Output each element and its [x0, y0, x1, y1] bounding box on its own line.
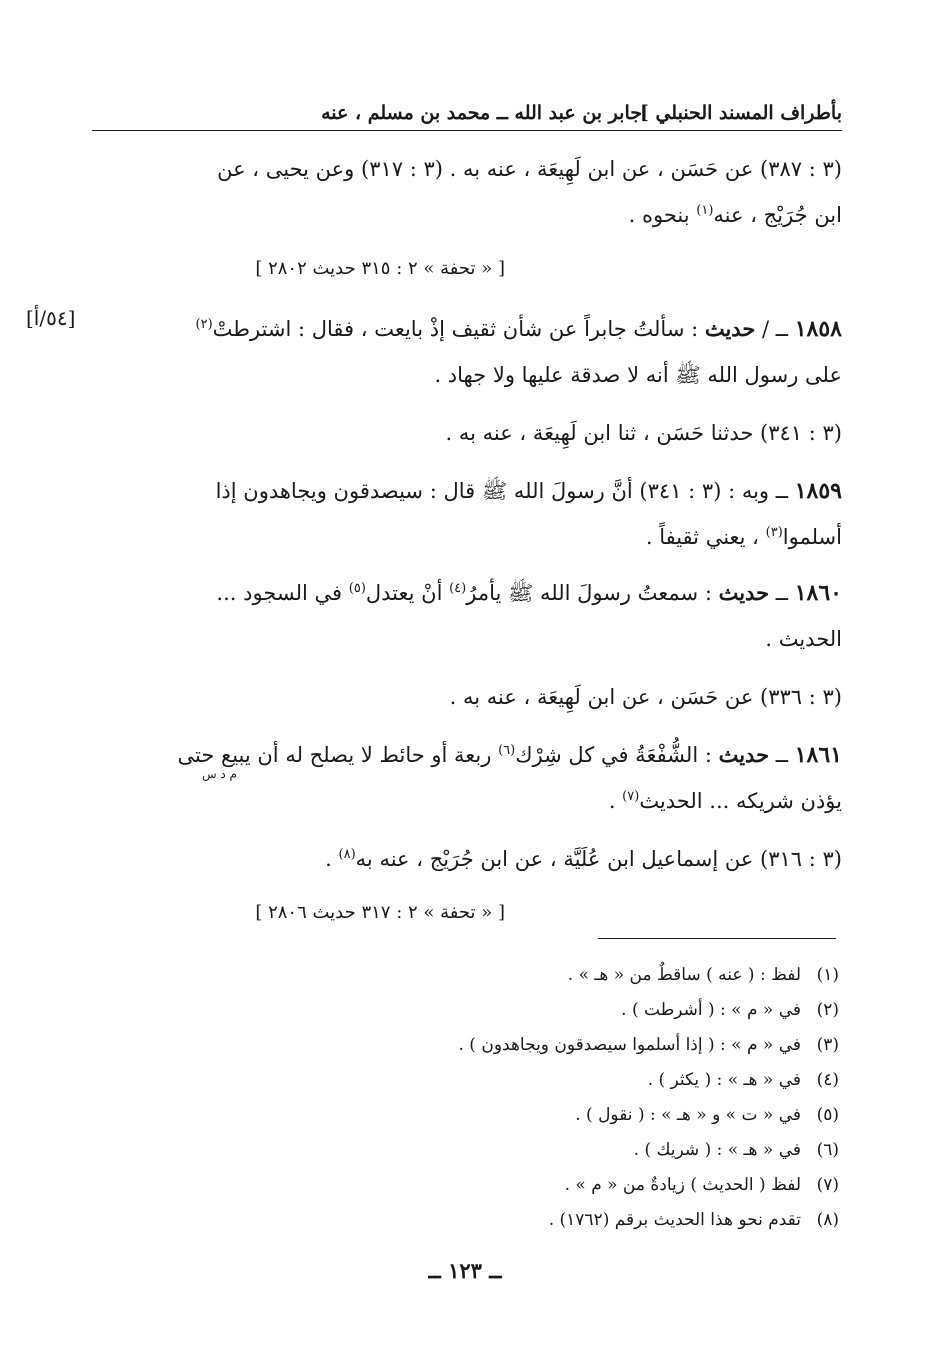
text-line — [92, 778, 842, 824]
text-line — [92, 192, 842, 238]
text-span: أنْ يعتدل — [365, 581, 450, 605]
running-header — [92, 96, 842, 130]
text-span: (٣ : ٣١٦) عن إسماعيل ابن عُلَيَّة ، عن ابن جُرَيْج ، عنه به — [355, 847, 842, 871]
source-1858: (٣ : ٣٤١) حدثنا حَسَن ، ثنا ابن لَهِيعَة ، عنه به . — [445, 421, 842, 445]
hadith-number: ١٨٦١ — [794, 742, 842, 768]
header-chapter-title: جابر بن عبد الله ــ محمد بن مسلم ، عنه — [321, 102, 642, 124]
footnote-ref[interactable]: (٦) — [498, 743, 516, 758]
hadith-label: حديث — [704, 316, 756, 341]
footnote-item — [239, 1028, 839, 1063]
text-line: (٣ : ٣٨٧) عن حَسَن ، عن ابن لَهِيعَة ، عنه به . (٣ : ٣١٧) وعن يحيى ، عن — [217, 157, 842, 181]
footnote-text: تقدم نحو هذا الحديث برقم (١٧٦٢) . — [548, 1210, 801, 1230]
footnote-ref[interactable]: (٤) — [449, 581, 467, 596]
hadith-label: حديث — [718, 580, 770, 605]
text-span: ــ — [769, 743, 795, 767]
footnote-text: في « م » : ( إذا أسلموا سيصدقون ويجاهدون ) . — [458, 1035, 801, 1055]
footnote-text: في « هـ » : ( شريك ) . — [633, 1140, 801, 1160]
footnote-item — [239, 993, 839, 1028]
footnote-item — [239, 1063, 839, 1098]
footnote-item — [239, 1203, 839, 1238]
text-span: في السجود ... — [216, 581, 349, 605]
text-span: ــ / — [755, 317, 795, 341]
footnote-number: (٥) — [816, 1105, 839, 1125]
footnote-number: (٦) — [816, 1140, 839, 1160]
footnote-ref[interactable]: (٣) — [765, 525, 783, 540]
footnote-item — [239, 1168, 839, 1203]
text-span: : سمعتُ رسولَ الله ﷺ يأمرُ — [466, 581, 719, 605]
text-span: يؤذن شريكه ... الحديث — [639, 789, 842, 813]
text-span: ــ — [769, 581, 795, 605]
page-number: ــ ١٢٣ ــ — [428, 1258, 502, 1283]
footnote-ref[interactable]: (٥) — [348, 581, 366, 596]
text-span: : الشُّفْعَةُ في كل شِرْك — [515, 743, 719, 767]
footnote-number: (٨) — [816, 1210, 839, 1230]
source-1861 — [242, 836, 842, 882]
footnote-item — [239, 958, 839, 993]
text-span: ، يعني ثقيفاً . — [645, 525, 766, 549]
footnotes-list — [239, 958, 839, 1238]
hadith-1860 — [92, 570, 842, 662]
hadith-number: ١٨٦٠ — [794, 580, 842, 606]
text-line — [92, 468, 842, 514]
footnote-item — [239, 1098, 839, 1133]
source-1860: (٣ : ٣٣٦) عن حَسَن ، عن ابن لَهِيعَة ، عنه به . — [449, 685, 842, 709]
footnote-text: في « م » : ( أشرطت ) . — [621, 1000, 801, 1020]
footnote-number: (٣) — [816, 1035, 839, 1055]
footnote-text: لفظ ( الحديث ) زيادةٌ من « م » . — [564, 1175, 801, 1195]
footnote-number: (٤) — [816, 1070, 839, 1090]
footnote-ref[interactable]: (١) — [696, 203, 714, 218]
hadith-1859 — [92, 468, 842, 560]
text-line — [92, 514, 842, 560]
header-book-title: بأطراف المسند الحنبلي ] — [639, 102, 842, 124]
footnote-text: في « ت » و « هـ » : ( نقول ) . — [575, 1105, 801, 1125]
text-span: أسلموا — [782, 525, 842, 549]
text-line — [92, 306, 842, 352]
footnote-text: لفظ : ( عنه ) ساقطٌ من « هـ » . — [567, 965, 801, 985]
footnote-ref[interactable]: (٢) — [195, 317, 213, 332]
text-line: الحديث . — [765, 627, 842, 651]
footnote-number: (٧) — [816, 1175, 839, 1195]
footnote-ref[interactable]: (٨) — [338, 847, 356, 862]
footnote-divider — [598, 938, 836, 939]
tuhfa-reference-2: [ « تحفة » ٢ : ٣١٧ حديث ٢٨٠٦ ] — [255, 902, 505, 923]
text-line: على رسول الله ﷺ أنه لا صدقة عليها ولا جهاد . — [434, 363, 842, 387]
text-span: ربعة أو حائط لا يصلح له أن يبيع حتى — [177, 743, 499, 767]
footnote-number: (١) — [816, 965, 839, 985]
hadith-1858 — [92, 306, 842, 398]
text-line — [92, 570, 842, 616]
rumuz-mark: م د س — [201, 767, 237, 781]
footnote-text: في « هـ » : ( يكثر ) . — [647, 1070, 801, 1090]
text-span: : سألتُ جابراً عن شأن ثقيف إذْ بايعت ، فقال : اشترطتْ — [212, 317, 705, 341]
text-span: ابن جُرَيْج ، عنه — [713, 203, 842, 227]
text-span: . — [608, 789, 623, 813]
source-block-1 — [92, 146, 842, 238]
footnote-ref[interactable]: (٧) — [622, 789, 640, 804]
tuhfa-reference-1: [ « تحفة » ٢ : ٣١٥ حديث ٢٨٠٢ ] — [255, 258, 505, 279]
margin-folio-note: [٥٤/أ] — [26, 306, 76, 330]
text-span: . — [325, 847, 339, 871]
hadith-number: ١٨٥٨ — [794, 316, 842, 342]
hadith-label: حديث — [718, 742, 770, 767]
footnote-item — [239, 1133, 839, 1168]
text-span: ــ وبه : (٣ : ٣٤١) أنَّ رسولَ الله ﷺ قال : سيصدقون ويجاهدون إذا — [215, 479, 795, 503]
footnote-number: (٢) — [816, 1000, 839, 1020]
hadith-number: ١٨٥٩ — [794, 478, 842, 504]
text-span: بنحوه . — [628, 203, 697, 227]
header-divider — [92, 130, 842, 131]
